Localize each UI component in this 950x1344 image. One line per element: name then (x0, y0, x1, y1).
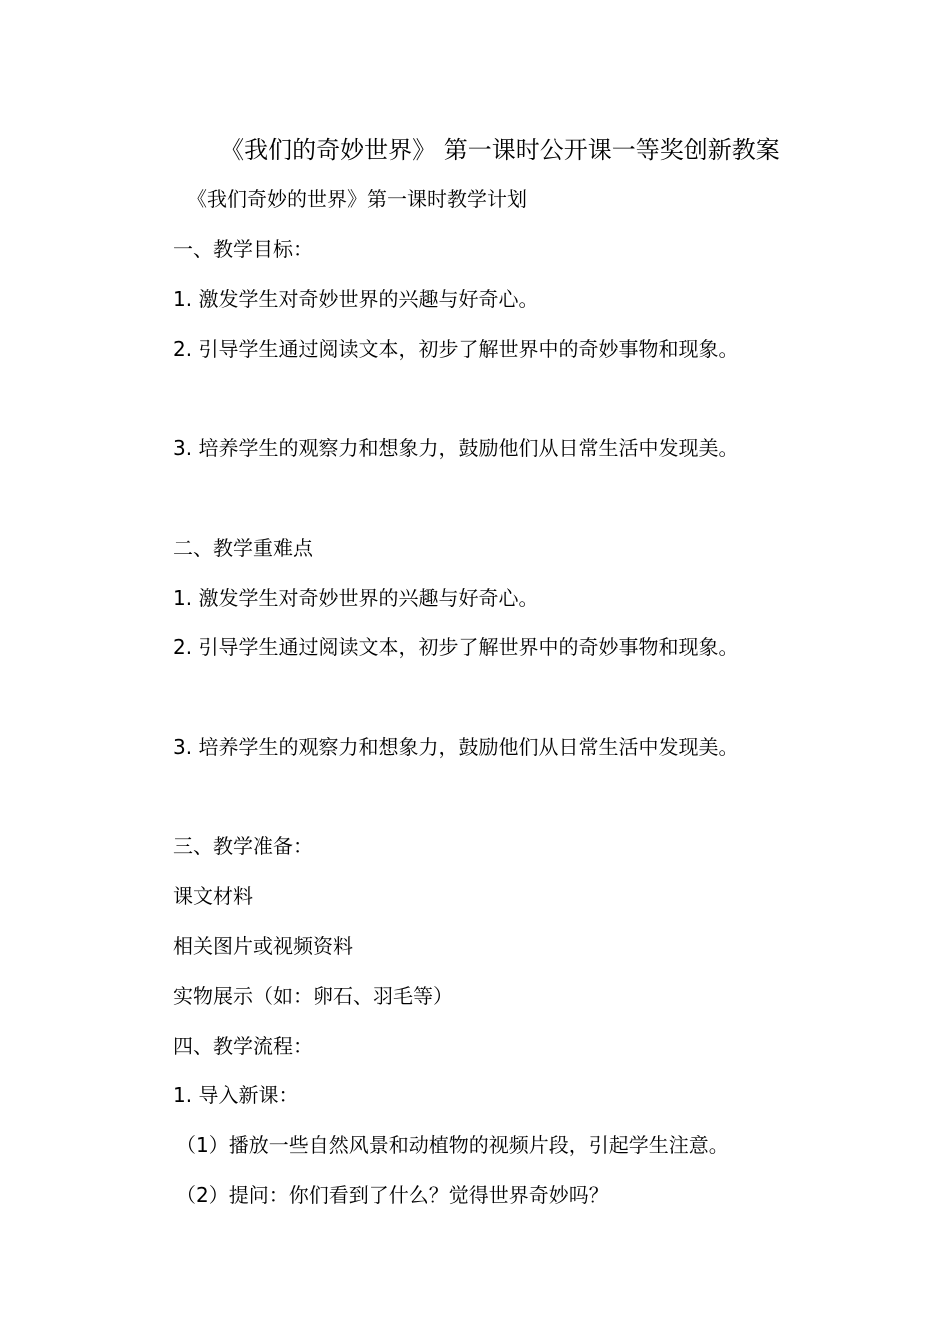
preparation-item-3: 实物展示（如：卵石、羽毛等） (173, 984, 453, 1008)
section-heading-objectives: 一、教学目标： (173, 237, 313, 261)
key-point-item-3: 3. 培养学生的观察力和想象力，鼓励他们从日常生活中发现美。 (173, 735, 739, 759)
key-point-item-2: 2. 引导学生通过阅读文本，初步了解世界中的奇妙事物和现象。 (173, 635, 739, 659)
key-point-item-1: 1. 激发学生对奇妙世界的兴趣与好奇心。 (173, 586, 539, 610)
document-title: 《我们的奇妙世界》 第一课时公开课一等奖创新教案 (220, 136, 780, 164)
process-sub-item-2: （2）提问：你们看到了什么？觉得世界奇妙吗？ (176, 1183, 609, 1207)
document-subtitle: 《我们奇妙的世界》第一课时教学计划 (187, 187, 527, 211)
section-heading-key-points: 二、教学重难点 (173, 536, 313, 560)
preparation-item-1: 课文材料 (173, 884, 253, 908)
process-step-1: 1. 导入新课： (173, 1083, 299, 1107)
objective-item-1: 1. 激发学生对奇妙世界的兴趣与好奇心。 (173, 287, 539, 311)
preparation-item-2: 相关图片或视频资料 (173, 934, 353, 958)
section-heading-preparation: 三、教学准备： (173, 834, 313, 858)
section-heading-process: 四、教学流程： (173, 1034, 313, 1058)
objective-item-3: 3. 培养学生的观察力和想象力，鼓励他们从日常生活中发现美。 (173, 436, 739, 460)
process-sub-item-1: （1）播放一些自然风景和动植物的视频片段，引起学生注意。 (176, 1133, 729, 1157)
objective-item-2: 2. 引导学生通过阅读文本，初步了解世界中的奇妙事物和现象。 (173, 337, 739, 361)
